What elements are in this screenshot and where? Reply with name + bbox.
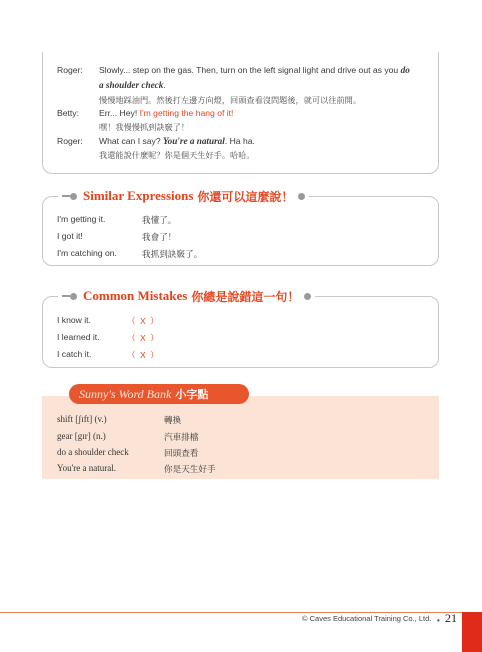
footer-bullet: • [437, 616, 440, 625]
utterance-emphasis: do [400, 65, 410, 75]
section-title-zh: 你總是說錯這一句！ [191, 289, 300, 304]
highlight-phrase: I'm getting the hang of it! [139, 108, 234, 118]
section-title-zh: 你還可以這麼說！ [197, 189, 294, 204]
utterance-text: Slowly... step on the gas. Then, turn on the left signal light and drive out as you [99, 65, 401, 75]
common-mistakes-box [42, 296, 439, 368]
word-bank-title-en: Sunny's Word Bank [79, 386, 172, 401]
bullet-dot-icon [304, 293, 311, 300]
wrong-mark: （ X ） [127, 333, 160, 343]
speaker: Roger: [57, 65, 83, 75]
speaker: Roger: [57, 136, 83, 146]
page-accent-tab [462, 612, 482, 652]
common-mistakes-title [58, 286, 315, 306]
footer-divider [0, 612, 462, 613]
wrong-mark: （ X ） [127, 350, 160, 360]
bullet-dot-icon [70, 193, 77, 200]
speaker: Betty: [57, 108, 79, 118]
word-bank-title-zh: 小字點 [175, 389, 209, 401]
bullet-dot-icon [70, 293, 77, 300]
word-bank-title [69, 384, 249, 404]
similar-expressions-title [58, 186, 309, 206]
wrong-mark: （ X ） [127, 316, 160, 326]
utterance-emphasis: a shoulder check [99, 80, 164, 90]
page-number: 21 [445, 611, 457, 625]
utterance-emphasis: You're a natural [163, 136, 225, 146]
section-title-en: Similar Expressions [83, 188, 194, 203]
section-title-en: Common Mistakes [83, 288, 188, 303]
copyright-text: © Caves Educational Training Co., Ltd. [302, 614, 432, 623]
bullet-dot-icon [298, 193, 305, 200]
